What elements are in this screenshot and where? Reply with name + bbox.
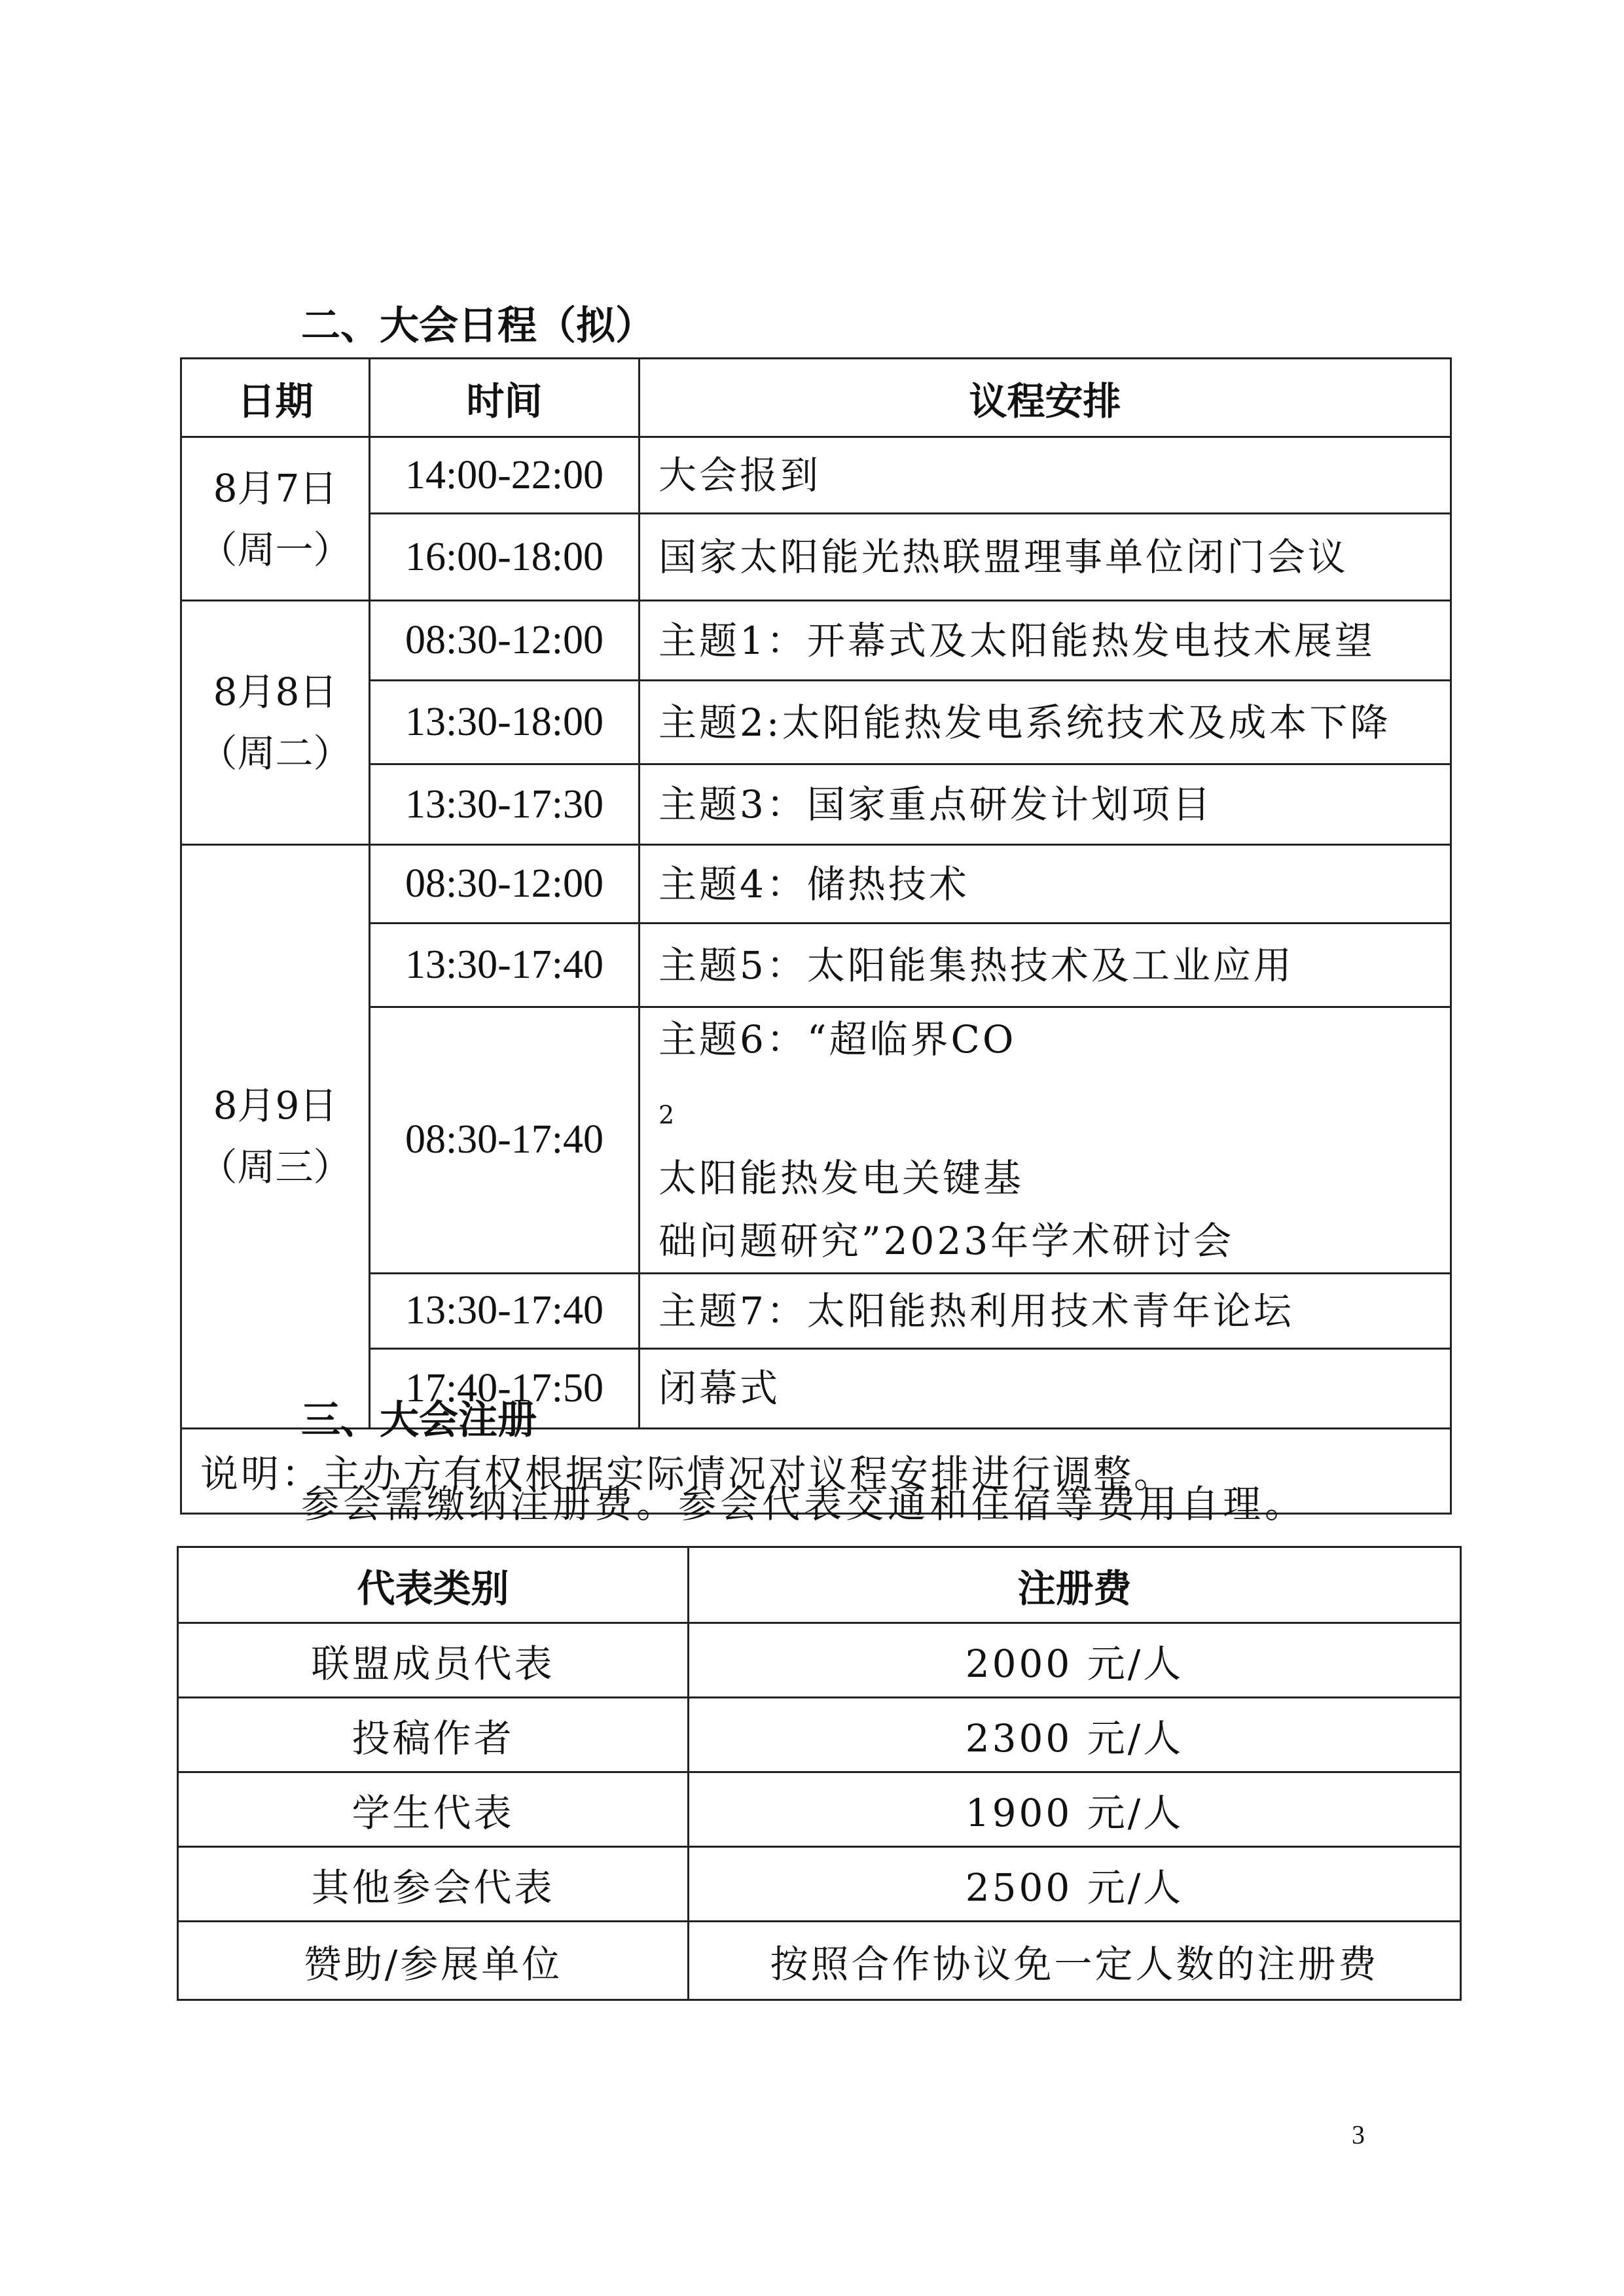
fee-cell: 2300 元/人: [689, 1698, 1461, 1772]
agenda-line: 础问题研究”2023年学术研讨会: [659, 1218, 1235, 1263]
page-number: 3: [1352, 2120, 1365, 2149]
time-cell: 08:30-12:00: [370, 845, 640, 924]
schedule-table: [180, 357, 1452, 1515]
table-row: [181, 681, 1451, 764]
time-cell: 16:00-18:00: [370, 514, 640, 601]
weekday-label: （周三）: [199, 1145, 352, 1190]
table-row: [178, 1772, 1461, 1847]
schedule-note: 说明：主办方有权根据实际情况对议程安排进行调整。: [181, 1428, 1451, 1513]
registration-intro: 参会需缴纳注册费。参会代表交通和住宿等费用自理。: [301, 1482, 1307, 1526]
fee-cell: 2500 元/人: [689, 1847, 1461, 1922]
date-cell: [181, 437, 370, 601]
time-cell: 13:30-17:30: [370, 764, 640, 845]
table-row: [178, 1922, 1461, 2000]
table-row: [181, 514, 1451, 601]
agenda-cell: 闭幕式: [640, 1348, 1451, 1428]
date-label: 8月8日: [213, 670, 338, 714]
table-row: [181, 1007, 1451, 1274]
category-cell: 赞助/参展单位: [178, 1922, 689, 2000]
fee-cell: 按照合作协议免一定人数的注册费: [689, 1922, 1461, 2000]
agenda-cell: 主题3：国家重点研发计划项目: [640, 764, 1451, 845]
agenda-line: [659, 1008, 1443, 1210]
header-category: 代表类别: [178, 1547, 689, 1623]
table-row: [178, 1847, 1461, 1922]
agenda-cell: 国家太阳能光热联盟理事单位闭门会议: [640, 514, 1451, 601]
table-row: [181, 764, 1451, 845]
date-label: 8月9日: [213, 1083, 338, 1128]
category-cell: 学生代表: [178, 1772, 689, 1847]
time-cell: 13:30-18:00: [370, 681, 640, 764]
table-row: [181, 1273, 1451, 1348]
agenda-text: 太阳能热发电关键基: [659, 1155, 1024, 1200]
time-cell: 17:40-17:50: [370, 1348, 640, 1428]
header-fee: 注册费: [689, 1547, 1461, 1623]
agenda-cell: [640, 1007, 1451, 1274]
weekday-label: （周一）: [199, 527, 352, 572]
table-row: [181, 437, 1451, 514]
agenda-cell: 主题4：储热技术: [640, 845, 1451, 924]
date-cell: [181, 845, 370, 1429]
fee-table: [177, 1546, 1462, 2001]
agenda-cell: 大会报到: [640, 437, 1451, 514]
schedule-heading: 二、大会日程（拟）: [301, 303, 655, 349]
time-cell: 13:30-17:40: [370, 1273, 640, 1348]
table-row: [178, 1698, 1461, 1772]
category-cell: 投稿作者: [178, 1698, 689, 1772]
schedule-header-row: [181, 359, 1451, 437]
table-row: [178, 1623, 1461, 1698]
fee-cell: 1900 元/人: [689, 1772, 1461, 1847]
subscript: 2: [659, 1100, 677, 1130]
time-cell: 14:00-22:00: [370, 437, 640, 514]
agenda-cell: 主题5：太阳能集热技术及工业应用: [640, 924, 1451, 1007]
agenda-text: 主题6：“超临界CO: [659, 1017, 1017, 1062]
agenda-cell: 主题2:太阳能热发电系统技术及成本下降: [640, 681, 1451, 764]
agenda-cell: 主题1：开幕式及太阳能热发电技术展望: [640, 601, 1451, 681]
header-agenda: 议程安排: [640, 359, 1451, 437]
category-cell: 其他参会代表: [178, 1847, 689, 1922]
category-cell: 联盟成员代表: [178, 1623, 689, 1698]
date-cell: [181, 601, 370, 845]
fee-header-row: [178, 1547, 1461, 1623]
header-date: 日期: [181, 359, 370, 437]
fee-cell: 2000 元/人: [689, 1623, 1461, 1698]
date-label: 8月7日: [213, 465, 338, 511]
table-row: [181, 924, 1451, 1007]
time-cell: 08:30-12:00: [370, 601, 640, 681]
registration-heading: 三、大会注册: [301, 1397, 537, 1443]
table-row: [181, 601, 1451, 681]
agenda-cell: 主题7：太阳能热利用技术青年论坛: [640, 1273, 1451, 1348]
time-cell: 08:30-17:40: [370, 1007, 640, 1274]
table-row: [181, 845, 1451, 924]
header-time: 时间: [370, 359, 640, 437]
time-cell: 13:30-17:40: [370, 924, 640, 1007]
weekday-label: （周二）: [199, 731, 352, 776]
